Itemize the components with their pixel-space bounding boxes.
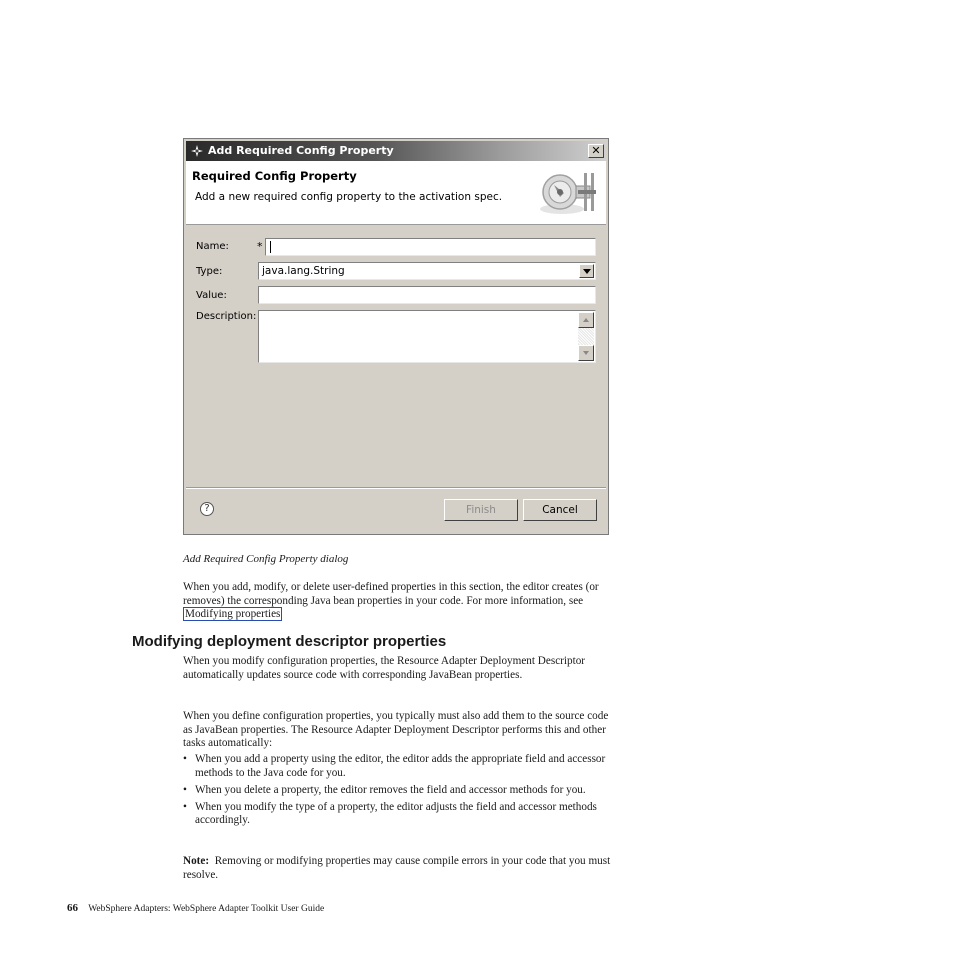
note-label: Note:: [183, 855, 210, 867]
list-item: • When you add a property using the editor, the editor adds the appropriate field and accessor methods to the Java code for you.: [183, 753, 613, 780]
close-icon: ✕: [591, 144, 601, 157]
value-label: Value:: [196, 290, 227, 301]
dialog-title: Add Required Config Property: [208, 144, 394, 157]
section-paragraph-1: When you modify configuration properties, the Resource Adapter Deployment Descriptor automatically updates source code with corresponding JavaBean properties.: [183, 655, 586, 681]
close-button[interactable]: [588, 144, 604, 158]
note-paragraph: [183, 855, 613, 882]
cancel-button[interactable]: Cancel: [523, 499, 597, 521]
list-item: • When you delete a property, the editor removes the field and accessor methods for you.: [183, 784, 613, 798]
wizard-sparkle-icon: [190, 144, 204, 158]
banner-title: Required Config Property: [192, 169, 357, 183]
list-item: • When you modify the type of a property, the editor adjusts the field and accessor methods accordingly.: [183, 801, 613, 828]
property-gear-icon: [536, 167, 600, 217]
finish-button[interactable]: Finish: [444, 499, 518, 521]
type-select[interactable]: [258, 262, 596, 280]
type-label: Type:: [196, 266, 223, 277]
section-heading: Modifying deployment descriptor properties: [132, 633, 447, 650]
book-title: WebSphere Adapters: WebSphere Adapter Toolkit User Guide: [88, 904, 325, 914]
dialog-banner: [186, 161, 606, 225]
intro-text: When you add, modify, or delete user-defined properties in this section, the editor creates (or removes) the corresponding Java bean properties in your code. For more information, see: [183, 581, 599, 607]
note-text: Removing or modifying properties may cause compile errors in your code that you must resolve.: [183, 855, 611, 881]
name-input[interactable]: [265, 238, 596, 256]
dialog-titlebar[interactable]: [186, 141, 606, 161]
required-marker: *: [257, 240, 263, 253]
description-scrollbar[interactable]: [578, 312, 594, 361]
intro-paragraph: [183, 581, 613, 622]
page-footer: [67, 902, 324, 914]
text-cursor: [270, 241, 271, 253]
figure-caption: Add Required Config Property dialog: [183, 553, 349, 565]
description-label: Description:: [196, 311, 257, 322]
modifying-properties-link[interactable]: Modifying properties: [185, 608, 281, 621]
chevron-down-icon[interactable]: [579, 264, 594, 278]
banner-description: Add a new required config property to the activation spec.: [195, 191, 503, 203]
section-paragraph-2: When you define configuration properties, you typically must also add them to the source code as JavaBean properties. The Resource Adapter Deployment Descriptor performs this and other tasks automatically:: [183, 710, 609, 750]
page-number: 66: [67, 902, 78, 914]
add-required-config-property-dialog: [183, 138, 609, 535]
value-input[interactable]: [258, 286, 596, 304]
footer-divider: [186, 487, 606, 489]
description-textarea[interactable]: [258, 310, 596, 363]
scroll-up-icon[interactable]: [578, 312, 594, 328]
behavior-list: [183, 753, 613, 831]
name-label: Name:: [196, 241, 229, 252]
scroll-down-icon[interactable]: [578, 345, 594, 361]
help-icon[interactable]: ?: [200, 502, 214, 516]
type-selected-value: java.lang.String: [262, 265, 345, 277]
